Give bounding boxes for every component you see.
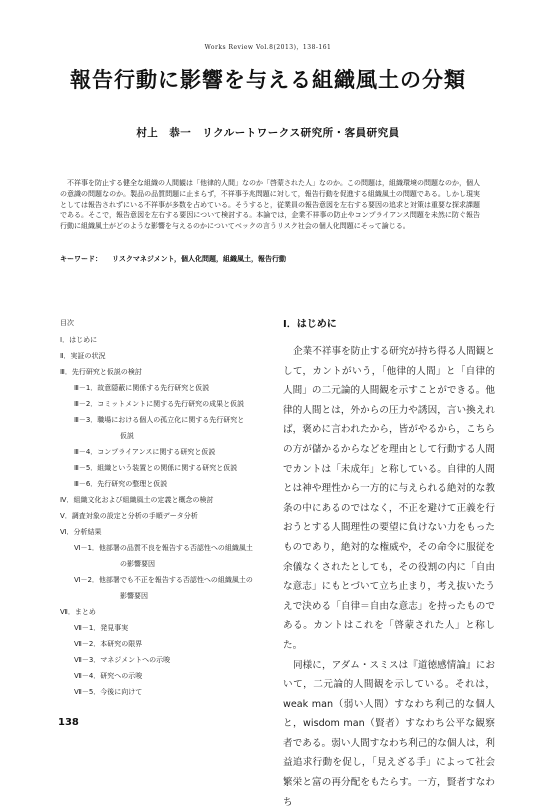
toc-list [60, 332, 270, 700]
toc-item: Ⅶ－3．マネジメントへの示唆 [60, 652, 270, 668]
toc-item: Ⅲ－2．コミットメントに関する先行研究の成果と仮説 [60, 396, 270, 412]
keywords-line [60, 254, 480, 264]
body-column [283, 316, 495, 812]
toc-item: Ⅵ－2．他部署でも不正を報告する否認性への組織風土の [60, 572, 270, 588]
toc-item: Ⅶ－5．今後に向けて [60, 684, 270, 700]
toc-item: Ⅱ．実証の状況 [60, 348, 270, 364]
toc-item: Ⅵ－1．他部署の品質不良を報告する否認性への組織風土 [60, 540, 270, 556]
page-number: 138 [58, 717, 79, 728]
toc-item: Ⅲ－6．先行研究の整理と仮説 [60, 476, 270, 492]
keywords-text: リスクマネジメント，個人化問題，組織風土，報告行動 [112, 255, 286, 263]
journal-header: Works Review Vol.8(2013)，138-161 [0, 42, 536, 51]
toc-item: 影響要因 [60, 588, 270, 604]
toc-item: の影響要因 [60, 556, 270, 572]
paragraph: 同様に，アダム・スミスは『道徳感情論』において，二元論的人間観を示している。それは，weak man（弱い人間）すなわち利己的な個人と，wisdom man（賢者）すなわち公平な観察者である。弱い人間すなわち利己的な個人は，利益追求行動を促し，「見えざる手」によって社会繁栄と富の再分配をもたらす。一方，賢者すなわち [283, 656, 495, 812]
abstract: 不祥事を防止する健全な組織の人間観は「他律的人間」なのか「啓蒙された人」なのか。この問題は，組織環境の問題なのか，個人の意識の問題なのか。製品の品質問題に止まらず，不祥事予兆問題に対して，報告行動を促進する組織風土の問題である。しかし現実としては報告されずにいる不祥事が多数を占めている。そうすると，従業員の報告意図を左右する要因の追求と対策は重要な探求課題である。そこで，報告意図を左右する要因について検討する。本論では，企業不祥事の防止やコンプライアンス問題を未然に防ぐ報告行動に組織風土がどのような影響を与えるのかについてベックの言うリスク社会の個人化問題にそって論じる。 [60, 178, 480, 232]
toc-item: Ⅲ－3．職場における個人の孤立化に関する先行研究と [60, 412, 270, 428]
toc-item: Ⅵ．分析結果 [60, 524, 270, 540]
toc-item: Ⅶ．まとめ [60, 604, 270, 620]
author-line: 村上 恭一 リクルートワークス研究所・客員研究員 [0, 125, 536, 140]
toc-item: Ⅶ－1．発見事実 [60, 620, 270, 636]
section-text [283, 342, 495, 812]
toc-item: Ⅰ．はじめに [60, 332, 270, 348]
toc-item: Ⅴ．調査対象の設定と分析の手順データ分析 [60, 508, 270, 524]
toc-item: Ⅳ．組織文化および組織風土の定義と概念の検討 [60, 492, 270, 508]
table-of-contents [60, 318, 270, 700]
toc-item: Ⅲ．先行研究と仮説の検討 [60, 364, 270, 380]
toc-item: Ⅲ－5．組織という装置との関係に関する研究と仮説 [60, 460, 270, 476]
toc-item: Ⅶ－2．本研究の限界 [60, 636, 270, 652]
toc-item: Ⅶ－4．研究への示唆 [60, 668, 270, 684]
paragraph: 企業不祥事を防止する研究が持ち得る人間観として，カントがいう，「他律的人間」と「自律的人間」の二元論的人間観を示すことができる。他律的人間とは，外からの圧力や誘因，言い換えれば，褒めに言われたから，皆がやるから，こちらの方が儲かるからなどを理由として行動する人間でカントは「未成年」と称している。自律的人間とは神や理性から一方的に与えられる絶対的な教条の中にあるのではなく，不正を避けて正義を行おうとする人間理性の要望に負けない力をもったものであり，絶対的な権威や，その命令に服従を余儀なくされたとしても，その役割の内に「自由な意志」にもとづいて立ち止まり，考え抜いたうえで決める「自律＝自由な意志」を持ったものである。カントはこれを「啓蒙された人」と称した。 [283, 342, 495, 656]
paper-title: 報告行動に影響を与える組織風土の分類 [0, 64, 536, 94]
toc-item: Ⅲ－1．故意隠蔽に関係する先行研究と仮説 [60, 380, 270, 396]
keywords-label: キーワード： [60, 255, 102, 263]
section-title: Ⅰ．はじめに [283, 316, 495, 342]
toc-item: 仮説 [60, 428, 270, 444]
toc-heading: 目次 [60, 318, 270, 332]
toc-item: Ⅲ－4．コンプライアンスに関する研究と仮説 [60, 444, 270, 460]
